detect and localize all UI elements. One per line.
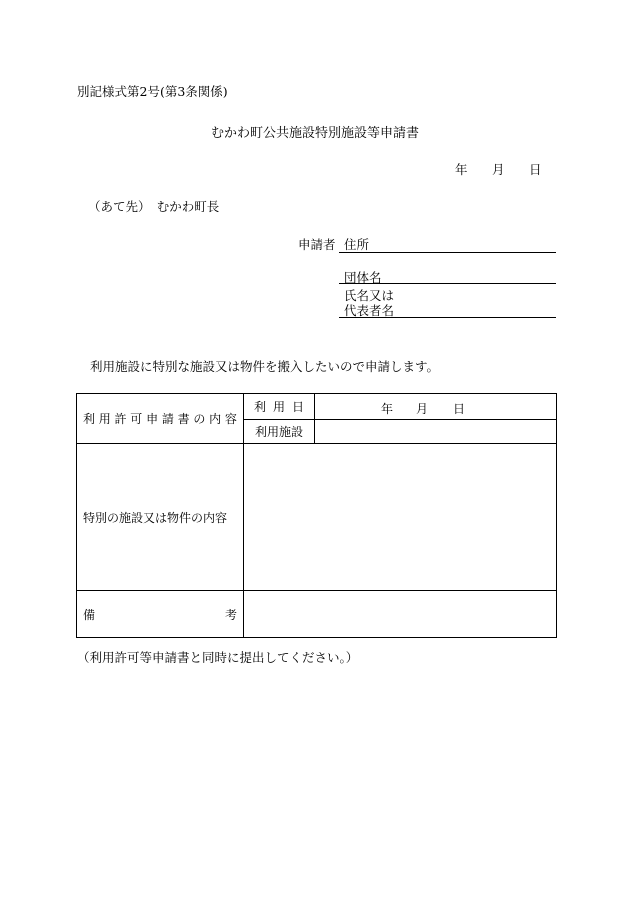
usage-date-field[interactable] — [315, 394, 557, 420]
address-label: 住所 — [344, 237, 370, 252]
application-table — [76, 393, 557, 638]
representative-name-field[interactable] — [339, 285, 556, 318]
usage-permit-content-label — [77, 394, 244, 444]
applicant-label: 申請者 — [298, 237, 336, 252]
addressee: （あて先） むかわ町長 — [88, 199, 220, 214]
label-char: 内 — [209, 412, 222, 426]
organization-label: 団体名 — [344, 270, 382, 285]
label-char: 書 — [177, 412, 190, 426]
label-char: 日 — [291, 400, 304, 414]
label-char: 考 — [224, 607, 237, 622]
name-label-line2: 代表者名 — [344, 303, 395, 318]
facility-field[interactable] — [315, 420, 557, 444]
address-field[interactable] — [339, 232, 556, 253]
special-items-label — [77, 444, 244, 591]
facility-label — [244, 420, 315, 444]
usage-date-day: 日 — [453, 402, 466, 416]
facility-label-text: 利用施設 — [254, 425, 303, 439]
date-year-label: 年 — [455, 162, 468, 177]
label-char: 利 — [254, 400, 267, 414]
usage-date-label — [244, 394, 315, 420]
special-items-label-text: 特別の施設又は物件の内容 — [83, 510, 228, 525]
label-char: 容 — [224, 412, 237, 426]
label-char: 許 — [114, 412, 127, 426]
label-char: 可 — [130, 412, 143, 426]
usage-date-year: 年 — [381, 402, 394, 416]
name-label-line1: 氏名又は — [344, 288, 395, 303]
date-day-label: 日 — [529, 162, 542, 177]
form-reference: 別記様式第2号(第3条関係) — [77, 84, 228, 99]
remarks-label — [77, 591, 244, 638]
special-items-field[interactable] — [244, 444, 557, 591]
label-char: 申 — [146, 412, 159, 426]
remarks-field[interactable] — [244, 591, 557, 638]
label-char: 用 — [98, 412, 111, 426]
label-char: の — [193, 412, 206, 426]
application-statement: 利用施設に特別な施設又は物件を搬入したいので申請します。 — [90, 359, 440, 374]
footnote: （利用許可等申請書と同時に提出してください。） — [77, 650, 359, 665]
organization-field[interactable] — [339, 266, 556, 284]
document-title: むかわ町公共施設特別施設等申請書 — [210, 126, 419, 141]
usage-date-month: 月 — [416, 402, 429, 416]
date-month-label: 月 — [492, 162, 505, 177]
label-char: 備 — [83, 607, 96, 622]
label-char: 請 — [161, 412, 174, 426]
label-char: 用 — [272, 400, 285, 414]
label-char: 利 — [83, 412, 96, 426]
